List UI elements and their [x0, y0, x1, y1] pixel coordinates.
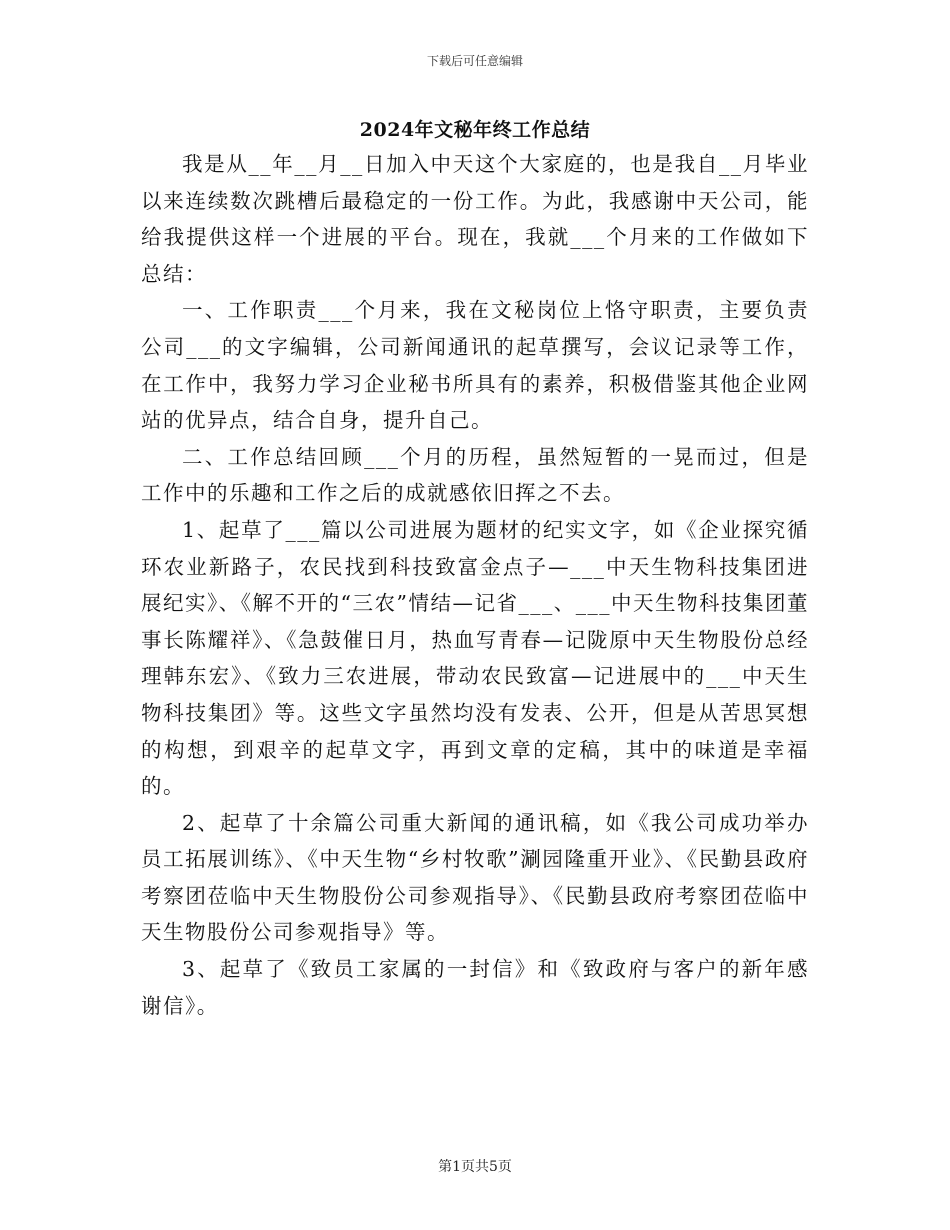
header-note: 下载后可任意编辑	[426, 54, 523, 68]
document-body	[141, 146, 809, 1024]
paragraph-review: 二、工作总结回顾___个月的历程，虽然短暂的一晃而过，但是工作中的乐趣和工作之后的成就感依旧挥之不去。	[141, 444, 809, 506]
paragraph-intro: 我是从__年__月__日加入中天这个大家庭的，也是我自__月毕业以来连续数次跳槽后最稳定的一份工作。为此，我感谢中天公司，能给我提供这样一个进展的平台。现在，我就___个月来的工作做如下总结：	[141, 152, 809, 286]
document-title: 2024年文秘年终工作总结	[359, 119, 591, 141]
paragraph-duties: 一、工作职责___个月来，我在文秘岗位上恪守职责，主要负责公司___的文字编辑，公司新闻通讯的起草撰写，会议记录等工作，在工作中，我努力学习企业秘书所具有的素养，积极借鉴其他企业网站的优异点，结合自身，提升自己。	[141, 298, 809, 433]
page-number: 第1页共5页	[438, 1159, 512, 1175]
paragraph-item-1: 1、起草了___篇以公司进展为题材的纪实文字，如《企业探究循环农业新路子，农民找到科技致富金点子—___中天生物科技集团进展纪实》、《解不开的“三农”情结—记省___、___中天生物科技集团董事长陈耀祥》、《急鼓催日月，热血写青春—记陇原中天生物股份总经理韩东宏》、《致力三农进展，带动农民致富—记进展中的___中天生物科技集团》等。这些文字虽然均没有发表、公开，但是从苦思冥想的构想，到艰辛的起草文字，再到文章的定稿，其中的味道是幸福的。	[141, 517, 809, 799]
paragraph-item-2: 2、起草了十余篇公司重大新闻的通讯稿，如《我公司成功举办员工拓展训练》、《中天生物“乡村牧歌”涮园隆重开业》、《民勤县政府考察团莅临中天生物股份公司参观指导》、《民勤县政府考察团莅临中天生物股份公司参观指导》等。	[141, 810, 809, 945]
paragraph-item-3: 3、起草了《致员工家属的一封信》和《致政府与客户的新年感谢信》。	[141, 957, 809, 1018]
